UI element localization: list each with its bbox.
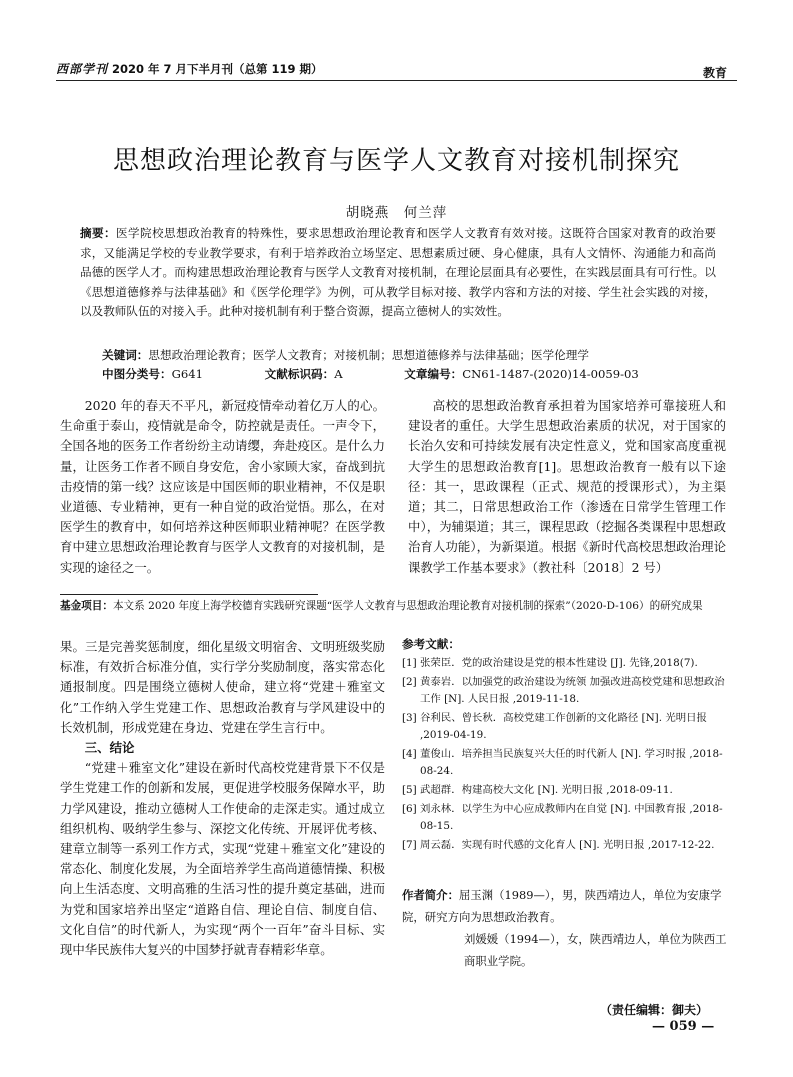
reference-item: [2] 黄泰岩．以加强党的政治建设为统领 加强改进高校党建和思想政治工作 [N]. 人民日报 ,2019-11-18. — [402, 676, 725, 705]
body-paragraph: 高校的思想政治教育承担着为国家培养可靠接班人和建设者的重任。大学生思想政治素质的状况，对于国家的长治久安和可持续发展有决定性意义，党和国家高度重视大学生的思想政治教育[1]。思想政治教育一般有以下途径：其一，思政课程（正式、规范的授课形式），为主渠道；其二，日常思想政治工作（渗透在日常学生管理工作中），为辅渠道；其三，课程思政（挖掘各类课程中思想政治育人功能），为新渠道。根据《新时代高校思想政治理论课教学工作基本要求》（教社科〔2018〕2 号） — [408, 398, 726, 575]
author-bio — [402, 884, 732, 972]
body-column-lower-left — [60, 637, 385, 960]
author-bio-line: 屈玉渊（1989—），男，陕西靖边人，单位为安康学院，研究方向为思想政治教育。 — [402, 888, 722, 924]
section-label: 教育 — [702, 66, 727, 80]
journal-logo: 西部学刊 — [56, 62, 109, 76]
references — [402, 636, 732, 856]
section-heading: 三、结论 — [84, 740, 135, 756]
author-bio-line: 刘媛媛（1994—），女，陕西靖边人，单位为陕西工商职业学院。 — [464, 932, 727, 968]
reference-item: [7] 周云磊．实现有时代感的文化育人 [N]. 光明日报 ,2017-12-22. — [402, 839, 715, 851]
article-authors: 胡晓燕 何兰萍 — [345, 205, 448, 221]
reference-item: [3] 谷利民、曾长秋．高校党建工作创新的文化路径 [N]. 光明日报 ,2019-04-19. — [402, 712, 707, 741]
article-title: 思想政治理论教育与医学人文教育对接机制探究 — [112, 146, 680, 176]
keywords-label: 关键词： — [102, 348, 149, 362]
issue-info: 2020 年 7 月下半月刊（总第 119 期） — [112, 62, 323, 76]
article-no-label: 文章编号： — [404, 367, 463, 381]
article-no-value: CN61-1487-(2020)14-0059-03 — [462, 367, 639, 381]
references-heading: 参考文献： — [402, 637, 460, 651]
author-bio-label: 作者简介： — [402, 888, 459, 902]
classification-line — [102, 366, 722, 382]
reference-item: [4] 董俊山．培养担当民族复兴大任的时代新人 [N]. 学习时报 ,2018-08-24. — [402, 748, 723, 777]
journal-header — [56, 60, 323, 77]
reference-item: [5] 武超群．构建高校大文化 [N]. 光明日报 ,2018-09-11. — [402, 784, 673, 796]
footnote-rule — [60, 594, 318, 595]
header-rule — [56, 80, 737, 81]
doc-code-label: 文献标识码： — [264, 367, 335, 381]
funding-text: 本文系 2020 年度上海学校德育实践研究课题“医学人文教育与思想政治理论教育对接机制的探索”（2020-D-106）的研究成果 — [112, 600, 703, 612]
funding-note — [60, 599, 730, 613]
page-number: — 059 — — [652, 1019, 715, 1034]
funding-label: 基金项目： — [60, 600, 113, 612]
body-paragraph: “党建＋雅室文化”建设在新时代高校党建背景下不仅是学生党建工作的创新和发展，更促进学校服务保障水平，助力学风建设，推动立德树人工作使命的走深走实。通过成立组织机构、吸纳学生参与、深挖文化传统、开展评优考核、建章立制等一系列工作方式，实现“党建＋雅室文化”建设的常态化、制度化发展，为全面培养学生高尚道德情操、积极向上生活态度、文明高雅的生活习性的提升奠定基础，进而为党和国家培养出坚定“道路自信、理论自信、制度自信、文化自信”的时代新人，为实现“两个一百年”奋斗目标、实现中华民族伟大复兴的中国梦抒就青春精彩华章。 — [60, 760, 385, 958]
abstract-label: 摘要： — [80, 226, 117, 240]
abstract-text: 医学院校思想政治教育的特殊性，要求思想政治理论教育和医学人文教育有效对接。这既符合国家对教育的政治要求，又能满足学校的专业教学要求，有利于培养政治立场坚定、思想素质过硬、身心健康，具有人文情怀、沟通能力和高尚品德的医学人才。而构建思想政治理论教育与医学人文教育对接机制，在理论层面具有必要性，在实践层面具有可行性。以《思想道德修养与法律基础》和《医学伦理学》为例，可从教学目标对接、教学内容和方法的对接、学生社会实践的对接，以及教师队伍的对接入手。此种对接机制有利于整合资源，提高立德树人的实效性。 — [80, 226, 716, 319]
doc-code-value: A — [334, 367, 343, 381]
body-column-right — [408, 396, 726, 578]
body-paragraph: 2020 年的春天不平凡，新冠疫情牵动着亿万人的心。生命重于泰山，疫情就是命令，防控就是责任。一声令下，全国各地的医务工作者纷纷主动请缨，奔赴疫区。是什么力量，让医务工作者不顾自身安危，舍小家顾大家，奋战到抗击疫情的第一线？这应该是中国医师的职业精神，不仅是职业道德、专业精神，更有一种自觉的政治觉悟。那么，在对医学生的教育中，如何培养这种医师职业精神呢？在医学教育中建立思想政治理论教育与医学人文教育的对接机制，是实现的途径之一。 — [60, 398, 385, 575]
keywords-text: 思想政治理论教育；医学人文教育；对接机制；思想道德修养与法律基础；医学伦理学 — [148, 348, 589, 362]
responsible-editor: （责任编辑：御夫） — [600, 1003, 709, 1017]
clc-value: G641 — [171, 367, 203, 381]
abstract — [80, 224, 716, 322]
reference-item: [1] 张荣臣．党的政治建设是党的根本性建设 [J]. 先锋,2018(7). — [402, 657, 698, 669]
clc-label: 中图分类号： — [102, 367, 172, 381]
keywords — [102, 346, 722, 366]
reference-item: [6] 刘永林．以学生为中心应成教师内在自觉 [N]. 中国教育报 ,2018-08-15. — [402, 803, 723, 832]
body-column-left — [60, 396, 385, 578]
body-paragraph: 果。三是完善奖惩制度，细化星级文明宿舍、文明班级奖励标准，有效折合标准分值，实行学分奖励制度，落实常态化通报制度。四是围绕立德树人使命，建立将“党建＋雅室文化”工作纳入学生党建工作、思想政治教育与学风建设中的长效机制，形成党建在身边、党建在学生言行中。 — [60, 639, 385, 735]
